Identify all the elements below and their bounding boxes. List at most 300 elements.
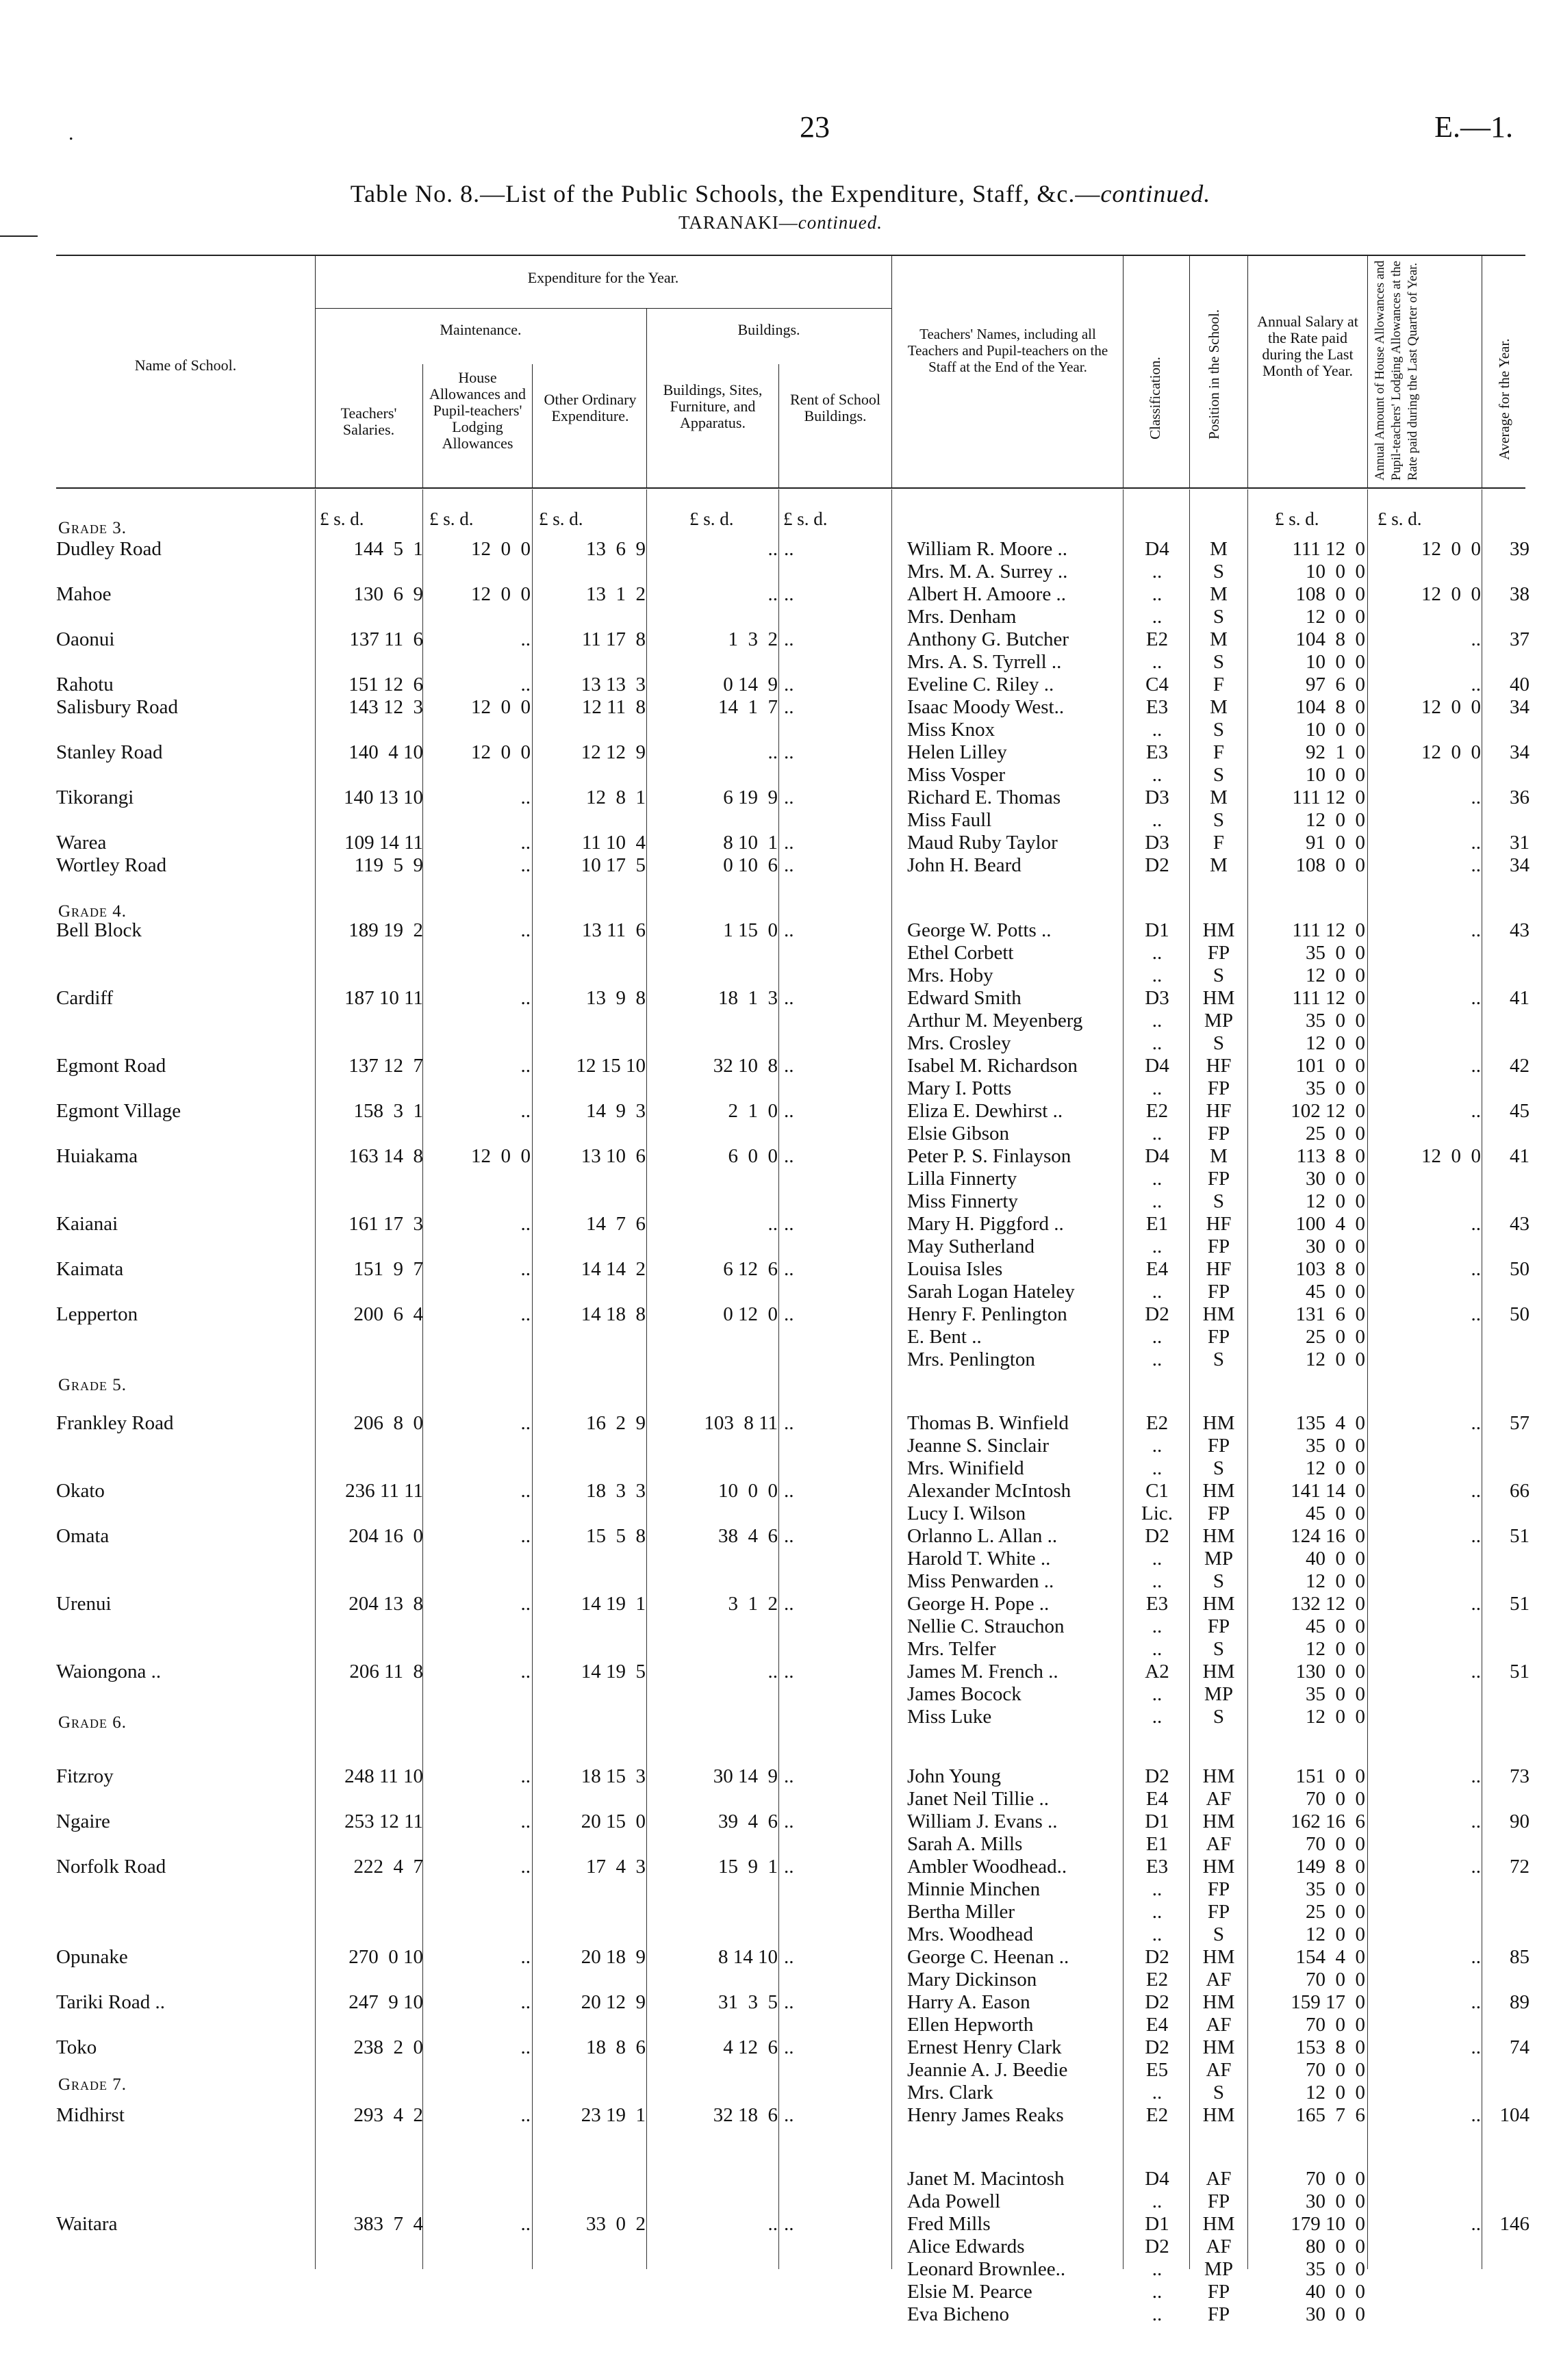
position: HM: [1202, 1946, 1235, 1968]
teacher-name: Mrs. M. A. Surrey ..: [907, 561, 1068, 583]
annual-salary: 12 0 0: [1306, 964, 1365, 986]
classification: ..: [1152, 1706, 1163, 1728]
position: S: [1213, 1923, 1225, 1945]
position: S: [1213, 1348, 1225, 1370]
annual-salary: 30 0 0: [1306, 2303, 1365, 2325]
rent: ..: [784, 1593, 794, 1615]
position: AF: [1206, 1788, 1232, 1810]
buildings-expenditure: 1 3 2: [728, 628, 778, 650]
school-name: Mahoe: [56, 583, 112, 605]
other-expenditure: 13 9 8: [586, 987, 646, 1009]
teacher-name: Maud Ruby Taylor: [907, 832, 1058, 854]
col-teachers-names: Teachers' Names, including all Teachers and Pupil-teachers on the Staff at the End of the Year.: [907, 326, 1108, 375]
house-amount: ..: [1471, 1213, 1481, 1235]
house-allowance: ..: [520, 2036, 531, 2058]
table-row: [0, 719, 1561, 741]
house-allowance: ..: [520, 987, 531, 1009]
rent: ..: [784, 628, 794, 650]
teacher-name: Thomas B. Winfield: [907, 1412, 1069, 1434]
classification: E4: [1145, 2014, 1169, 2036]
table-row: [0, 2059, 1561, 2082]
position: FP: [1207, 2303, 1230, 2325]
position: S: [1213, 651, 1225, 673]
annual-salary: 162 16 6: [1291, 1810, 1365, 1832]
classification: D2: [1145, 2236, 1169, 2257]
table-row: [0, 1457, 1561, 1480]
rent: ..: [784, 1055, 794, 1077]
position: HM: [1202, 1525, 1235, 1547]
other-expenditure: 14 19 5: [581, 1661, 646, 1682]
teacher-name: Mary H. Piggford ..: [907, 1213, 1064, 1235]
annual-salary: 151 0 0: [1295, 1765, 1365, 1787]
rent: ..: [784, 1100, 794, 1122]
other-expenditure: 13 10 6: [581, 1145, 646, 1167]
table-row: [0, 1480, 1561, 1502]
col-house-allowances: House Allowances and Pupil-teachers' Lodging Allowances: [429, 369, 526, 452]
other-expenditure: 20 12 9: [581, 1991, 646, 2013]
rent: ..: [784, 1856, 794, 1878]
table-row: [0, 674, 1561, 696]
house-allowance: ..: [520, 1055, 531, 1077]
average-attendance: 50: [1510, 1258, 1530, 1280]
teacher-name: Ambler Woodhead..: [907, 1856, 1067, 1878]
table-row: [0, 1969, 1561, 1991]
classification: C4: [1145, 674, 1169, 695]
classification: E2: [1145, 1100, 1169, 1122]
annual-salary: 12 0 0: [1306, 1348, 1365, 1370]
other-expenditure: 14 19 1: [581, 1593, 646, 1615]
annual-salary: 70 0 0: [1306, 2059, 1365, 2081]
house-amount: ..: [1471, 1100, 1481, 1122]
school-name: Lepperton: [56, 1303, 138, 1325]
annual-salary: 35 0 0: [1306, 1010, 1365, 1032]
position: S: [1213, 1032, 1225, 1054]
house-allowance: ..: [520, 1303, 531, 1325]
position: MP: [1204, 1548, 1233, 1570]
classification: D3: [1145, 786, 1169, 808]
school-name: Tariki Road ..: [56, 1991, 166, 2013]
table-row: [0, 1810, 1561, 1833]
buildings-expenditure: ..: [767, 583, 778, 605]
position: S: [1213, 964, 1225, 986]
table-row: [0, 1258, 1561, 1281]
house-allowance: 12 0 0: [471, 741, 531, 763]
table-row: [0, 1991, 1561, 2014]
classification: ..: [1152, 1281, 1163, 1303]
rent: ..: [784, 1525, 794, 1547]
position: HM: [1202, 1593, 1235, 1615]
teachers-salary: 130 6 9: [353, 583, 423, 605]
position: FP: [1207, 1077, 1230, 1099]
school-name: Wortley Road: [56, 854, 167, 876]
rent: ..: [784, 696, 794, 718]
school-name: Kaianai: [56, 1213, 118, 1235]
annual-salary: 102 12 0: [1291, 1100, 1365, 1122]
rent: ..: [784, 674, 794, 695]
classification: E4: [1145, 1258, 1169, 1280]
classification: ..: [1152, 2258, 1163, 2280]
house-allowance: ..: [520, 854, 531, 876]
teacher-name: Ada Powell: [907, 2190, 1001, 2212]
rent: ..: [784, 1145, 794, 1167]
col-buildings: Buildings.: [737, 321, 800, 338]
rent: ..: [784, 987, 794, 1009]
annual-salary: 70 0 0: [1306, 2014, 1365, 2036]
average-attendance: 89: [1510, 1991, 1530, 2013]
house-amount: 12 0 0: [1421, 741, 1481, 763]
other-expenditure: 14 7 6: [586, 1213, 646, 1235]
table-row: [0, 538, 1561, 561]
buildings-expenditure: 1 15 0: [723, 919, 778, 941]
teacher-name: Mary Dickinson: [907, 1969, 1037, 1991]
annual-salary: 12 0 0: [1306, 606, 1365, 628]
classification: ..: [1152, 1348, 1163, 1370]
table-row: [0, 1123, 1561, 1145]
col-name-of-school: Name of School.: [134, 357, 237, 374]
classification: ..: [1152, 1615, 1163, 1637]
other-expenditure: 12 11 8: [581, 696, 646, 718]
position: FP: [1207, 1901, 1230, 1923]
position: MP: [1204, 1683, 1233, 1705]
annual-salary: 104 8 0: [1295, 628, 1365, 650]
teacher-name: Miss Faull: [907, 809, 992, 831]
classification: ..: [1152, 1123, 1163, 1144]
teachers-salary: 161 17 3: [348, 1213, 423, 1235]
position: M: [1210, 786, 1228, 808]
annual-salary: 149 8 0: [1295, 1856, 1365, 1878]
house-amount: ..: [1471, 919, 1481, 941]
annual-salary: 132 12 0: [1291, 1593, 1365, 1615]
classification: ..: [1152, 561, 1163, 583]
buildings-expenditure: ..: [767, 1661, 778, 1682]
table-row: [0, 2281, 1561, 2303]
annual-salary: 35 0 0: [1306, 1683, 1365, 1705]
school-name: Egmont Road: [56, 1055, 166, 1077]
house-allowance: 12 0 0: [471, 1145, 531, 1167]
position: M: [1210, 538, 1228, 560]
school-name: Waitara: [56, 2213, 118, 2235]
annual-salary: 154 4 0: [1295, 1946, 1365, 1968]
col-maintenance: Maintenance.: [440, 321, 522, 338]
house-allowance: ..: [520, 1991, 531, 2013]
annual-salary: 153 8 0: [1295, 2036, 1365, 2058]
classification: ..: [1152, 606, 1163, 628]
annual-salary: 159 17 0: [1291, 1991, 1365, 2013]
annual-salary: 111 12 0: [1292, 786, 1365, 808]
margin-rule: [0, 235, 38, 237]
position: M: [1210, 628, 1228, 650]
teacher-name: Miss Penwarden ..: [907, 1570, 1054, 1592]
other-expenditure: 13 11 6: [581, 919, 646, 941]
average-attendance: 43: [1510, 919, 1530, 941]
teachers-salary: 163 14 8: [348, 1145, 423, 1167]
table-row: [0, 786, 1561, 809]
classification: D3: [1145, 832, 1169, 854]
classification: ..: [1152, 1077, 1163, 1099]
position: FP: [1207, 942, 1230, 964]
buildings-expenditure: 18 1 3: [718, 987, 778, 1009]
school-name: Opunake: [56, 1946, 128, 1968]
rent: ..: [784, 1480, 794, 1502]
other-expenditure: 15 5 8: [586, 1525, 646, 1547]
house-amount: ..: [1471, 1810, 1481, 1832]
table-row: [0, 1435, 1561, 1457]
classification: D2: [1145, 1765, 1169, 1787]
classification: ..: [1152, 764, 1163, 786]
annual-salary: 10 0 0: [1306, 719, 1365, 741]
position: HF: [1206, 1213, 1232, 1235]
house-allowance: ..: [520, 786, 531, 808]
position: HF: [1206, 1258, 1232, 1280]
classification: E4: [1145, 1788, 1169, 1810]
annual-salary: 40 0 0: [1306, 1548, 1365, 1570]
annual-salary: 108 0 0: [1295, 583, 1365, 605]
other-expenditure: 33 0 2: [586, 2213, 646, 2235]
classification: ..: [1152, 964, 1163, 986]
school-name: Toko: [56, 2036, 97, 2058]
school-name: Urenui: [56, 1593, 112, 1615]
teacher-name: Harry A. Eason: [907, 1991, 1030, 2013]
unit-house: £ s. d.: [429, 509, 474, 529]
table-row: [0, 1683, 1561, 1706]
grade-7-label: Grade 7.: [58, 2075, 127, 2094]
rent: ..: [784, 1765, 794, 1787]
table-row: [0, 964, 1561, 987]
classification: ..: [1152, 1236, 1163, 1257]
annual-salary: 70 0 0: [1306, 2168, 1365, 2190]
classification: D2: [1145, 1303, 1169, 1325]
table-row: [0, 1923, 1561, 1946]
rent: ..: [784, 786, 794, 808]
table-row: [0, 1412, 1561, 1435]
teacher-name: Jeanne S. Sinclair: [907, 1435, 1049, 1457]
rent: ..: [784, 1303, 794, 1325]
classification: D4: [1145, 1145, 1169, 1167]
other-expenditure: 12 12 9: [581, 741, 646, 763]
classification: ..: [1152, 1010, 1163, 1032]
teacher-name: Mrs. Penlington: [907, 1348, 1035, 1370]
other-expenditure: 18 3 3: [586, 1480, 646, 1502]
position: HM: [1202, 987, 1235, 1009]
position: AF: [1206, 2236, 1232, 2257]
table-title: [0, 179, 1561, 208]
table-row: [0, 2014, 1561, 2036]
classification: E2: [1145, 1412, 1169, 1434]
grade-6-label: Grade 6.: [58, 1713, 127, 1732]
house-amount: ..: [1471, 832, 1481, 854]
classification: D2: [1145, 854, 1169, 876]
table-row: [0, 1010, 1561, 1032]
teachers-salary: 187 10 11: [344, 987, 423, 1009]
other-expenditure: 16 2 9: [586, 1412, 646, 1434]
col-teachers-salaries: Teachers' Salaries.: [340, 405, 397, 438]
table-row: [0, 942, 1561, 964]
rent: ..: [784, 919, 794, 941]
average-attendance: 40: [1510, 674, 1530, 695]
annual-salary: 111 12 0: [1292, 987, 1365, 1009]
buildings-expenditure: 8 14 10: [718, 1946, 778, 1968]
other-expenditure: 12 15 10: [576, 1055, 646, 1077]
school-name: Huiakama: [56, 1145, 138, 1167]
teacher-name: Arthur M. Meyenberg: [907, 1010, 1083, 1032]
other-expenditure: 13 1 2: [586, 583, 646, 605]
position: AF: [1206, 2014, 1232, 2036]
classification: E2: [1145, 1969, 1169, 1991]
classification: ..: [1152, 1548, 1163, 1570]
school-name: Cardiff: [56, 987, 114, 1009]
teachers-salary: 383 7 4: [353, 2213, 423, 2235]
school-name: Frankley Road: [56, 1412, 174, 1434]
school-name: Ngaire: [56, 1810, 110, 1832]
buildings-expenditure: 38 4 6: [718, 1525, 778, 1547]
other-expenditure: 18 15 3: [581, 1765, 646, 1787]
table-row: [0, 1570, 1561, 1593]
classification: D4: [1145, 1055, 1169, 1077]
average-attendance: 45: [1510, 1100, 1530, 1122]
unit-rent: £ s. d.: [783, 509, 828, 529]
house-allowance: ..: [520, 832, 531, 854]
annual-salary: 100 4 0: [1295, 1213, 1365, 1235]
house-amount: ..: [1471, 1593, 1481, 1615]
teachers-salary: 200 6 4: [353, 1303, 423, 1325]
buildings-expenditure: 6 19 9: [723, 786, 778, 808]
teacher-name: Isaac Moody West..: [907, 696, 1065, 718]
document-reference: E.—1.: [1434, 110, 1513, 144]
buildings-expenditure: 32 18 6: [713, 2104, 778, 2126]
teachers-salary: 236 11 11: [345, 1480, 423, 1502]
position: HM: [1202, 1661, 1235, 1682]
table-header: [56, 255, 1525, 489]
col-expenditure: Expenditure for the Year.: [527, 269, 679, 286]
teachers-salary: 238 2 0: [353, 2036, 423, 2058]
house-allowance: 12 0 0: [471, 696, 531, 718]
other-expenditure: 14 14 2: [581, 1258, 646, 1280]
position: F: [1213, 674, 1225, 695]
teacher-name: James Bocock: [907, 1683, 1021, 1705]
table-title-main: Table No. 8.—List of the Public Schools, the Expenditure, Staff, &c.—: [350, 180, 1101, 207]
teacher-name: Orlanno L. Allan ..: [907, 1525, 1058, 1547]
buildings-expenditure: 0 14 9: [723, 674, 778, 695]
annual-salary: 101 0 0: [1295, 1055, 1365, 1077]
col-position: Position in the School.: [1206, 309, 1222, 439]
other-expenditure: 18 8 6: [586, 2036, 646, 2058]
position: AF: [1206, 1833, 1232, 1855]
annual-salary: 12 0 0: [1306, 1570, 1365, 1592]
position: M: [1210, 1145, 1228, 1167]
average-attendance: 34: [1510, 741, 1530, 763]
annual-salary: 10 0 0: [1306, 764, 1365, 786]
annual-salary: 30 0 0: [1306, 1168, 1365, 1190]
classification: ..: [1152, 2190, 1163, 2212]
buildings-expenditure: ..: [767, 741, 778, 763]
annual-salary: 12 0 0: [1306, 1638, 1365, 1660]
position: M: [1210, 854, 1228, 876]
table-row: [0, 919, 1561, 942]
school-name: Okato: [56, 1480, 105, 1502]
table-row: [0, 987, 1561, 1010]
table-row: [0, 1765, 1561, 1788]
teacher-name: Elsie M. Pearce: [907, 2281, 1032, 2303]
annual-salary: 12 0 0: [1306, 1457, 1365, 1479]
classification: C1: [1145, 1480, 1169, 1502]
table-row: [0, 1615, 1561, 1638]
teacher-name: Eveline C. Riley ..: [907, 674, 1054, 695]
annual-salary: 25 0 0: [1306, 1326, 1365, 1348]
rent: ..: [784, 854, 794, 876]
house-allowance: ..: [520, 1100, 531, 1122]
annual-salary: 12 0 0: [1306, 1190, 1365, 1212]
buildings-expenditure: 10 0 0: [718, 1480, 778, 1502]
annual-salary: 35 0 0: [1306, 1435, 1365, 1457]
annual-salary: 131 6 0: [1295, 1303, 1365, 1325]
annual-salary: 179 10 0: [1291, 2213, 1365, 2235]
house-amount: ..: [1471, 674, 1481, 695]
house-allowance: ..: [520, 1856, 531, 1878]
table-row: [0, 1348, 1561, 1371]
buildings-expenditure: 8 10 1: [723, 832, 778, 854]
table-row: [0, 2104, 1561, 2127]
table-row: [0, 1661, 1561, 1683]
average-attendance: 73: [1510, 1765, 1530, 1787]
teacher-name: Helen Lilley: [907, 741, 1007, 763]
table-row: [0, 741, 1561, 764]
classification: E3: [1145, 741, 1169, 763]
table-row: [0, 1100, 1561, 1123]
position: HM: [1202, 1810, 1235, 1832]
school-name: Midhirst: [56, 2104, 125, 2126]
table-row: [0, 1706, 1561, 1728]
average-attendance: 34: [1510, 696, 1530, 718]
annual-salary: 91 0 0: [1306, 832, 1365, 854]
teacher-name: Henry James Reaks: [907, 2104, 1064, 2126]
teachers-salary: 247 9 10: [348, 1991, 423, 2013]
teacher-name: Albert H. Amoore ..: [907, 583, 1066, 605]
rent: ..: [784, 2104, 794, 2126]
classification: E1: [1145, 1213, 1169, 1235]
position: HM: [1202, 1303, 1235, 1325]
teacher-name: Miss Finnerty: [907, 1190, 1018, 1212]
classification: ..: [1152, 651, 1163, 673]
position: S: [1213, 606, 1225, 628]
teachers-salary: 144 5 1: [353, 538, 423, 560]
other-expenditure: 20 15 0: [581, 1810, 646, 1832]
house-allowance: ..: [520, 1258, 531, 1280]
classification: E3: [1145, 1856, 1169, 1878]
teacher-name: Mrs. A. S. Tyrrell ..: [907, 651, 1062, 673]
teacher-name: Miss Knox: [907, 719, 995, 741]
position: MP: [1204, 1010, 1233, 1032]
teacher-name: Janet M. Macintosh: [907, 2168, 1065, 2190]
teacher-name: Richard E. Thomas: [907, 786, 1061, 808]
teachers-salary: 293 4 2: [353, 2104, 423, 2126]
teachers-salary: 270 0 10: [348, 1946, 423, 1968]
annual-salary: 45 0 0: [1306, 1281, 1365, 1303]
table-row: [0, 2236, 1561, 2258]
house-amount: ..: [1471, 1258, 1481, 1280]
classification: ..: [1152, 2082, 1163, 2103]
house-allowance: ..: [520, 2104, 531, 2126]
house-allowance: ..: [520, 1946, 531, 1968]
position: FP: [1207, 1236, 1230, 1257]
teachers-salary: 140 4 10: [348, 741, 423, 763]
position: HM: [1202, 919, 1235, 941]
teachers-salary: 204 13 8: [348, 1593, 423, 1615]
table-row: [0, 2168, 1561, 2190]
classification: ..: [1152, 2303, 1163, 2325]
house-amount: ..: [1471, 1765, 1481, 1787]
house-amount: ..: [1471, 628, 1481, 650]
house-allowance: 12 0 0: [471, 583, 531, 605]
